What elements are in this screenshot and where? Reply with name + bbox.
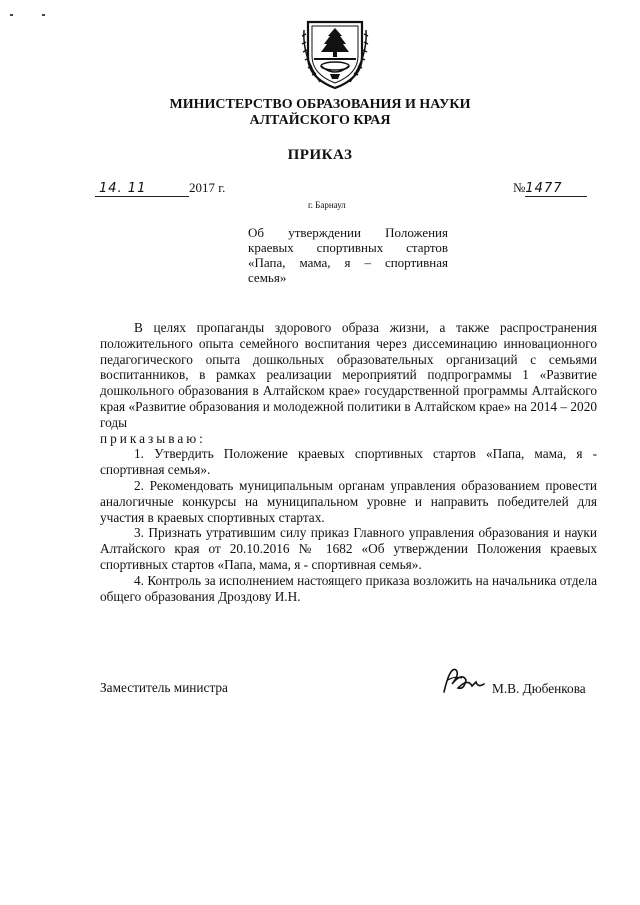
subject-line: семья» (248, 270, 287, 285)
order-item-4: 4. Контроль за исполнением настоящего приказа возложить на начальника отдела общего образования Дроздову И.Н. (100, 572, 597, 604)
order-item-3: 3. Признать утратившим силу приказ Главного управления образования и науки Алтайского края от 20.10.2016 № 1682 «Об утверждении Положения краевых спортивных стартов «Папа, мама, я - спортивная семья». (100, 525, 597, 572)
order-item-2: 2. Рекомендовать муниципальным органам управления образованием провести аналогичные конкурсы на муниципальном уровне и направить победителей для участия в краевых спортивных стартах. (100, 477, 597, 525)
order-subject (248, 225, 448, 285)
subject-line: Об утверждении Положения (248, 225, 448, 240)
scan-speck (42, 14, 45, 16)
handwritten-date: 14. 11 (95, 181, 189, 197)
document-type: ПРИКАЗ (287, 147, 353, 163)
order-number (513, 180, 587, 197)
preamble-paragraph: В целях пропаганды здорового образа жизни, а также распространения положительного опыта семейного воспитания через диссеминацию инновационного педагогического опыта дошкольных образовательных организаций с семьями воспитанников, в рамках реализации мероприятий подпрограммы 1 «Развитие дошкольного образования в Алтайском крае» государственной программы Алтайского края «Развитие образования и молодежной политики в Алтайском крае» на 2014 – 2020 годы (100, 320, 597, 430)
order-year: 2017 г. (189, 180, 226, 195)
signer-position: Заместитель министра (100, 680, 228, 695)
number-sign: № (513, 180, 526, 195)
city-name: г. Барнаул (308, 200, 346, 210)
subject-line: «Папа, мама, я – спортивная (248, 255, 448, 270)
handwritten-signature (440, 662, 488, 698)
subject-line: краевых спортивных стартов (248, 240, 448, 255)
scan-speck (10, 14, 13, 16)
order-date (95, 180, 225, 197)
order-item-1: 1. Утвердить Положение краевых спортивных стартов «Папа, мама, я - спортивная семья». (100, 446, 597, 478)
signer-name: М.В. Дюбенкова (492, 681, 586, 696)
order-word: приказываю: (100, 430, 206, 446)
ministry-name-line2: АЛТАЙСКОГО КРАЯ (249, 113, 391, 128)
handwritten-number: 1477 (525, 181, 587, 197)
ministry-name-line1: МИНИСТЕРСТВО ОБРАЗОВАНИЯ И НАУКИ (169, 97, 471, 112)
coat-of-arms-icon (300, 16, 370, 92)
order-body (100, 320, 597, 604)
